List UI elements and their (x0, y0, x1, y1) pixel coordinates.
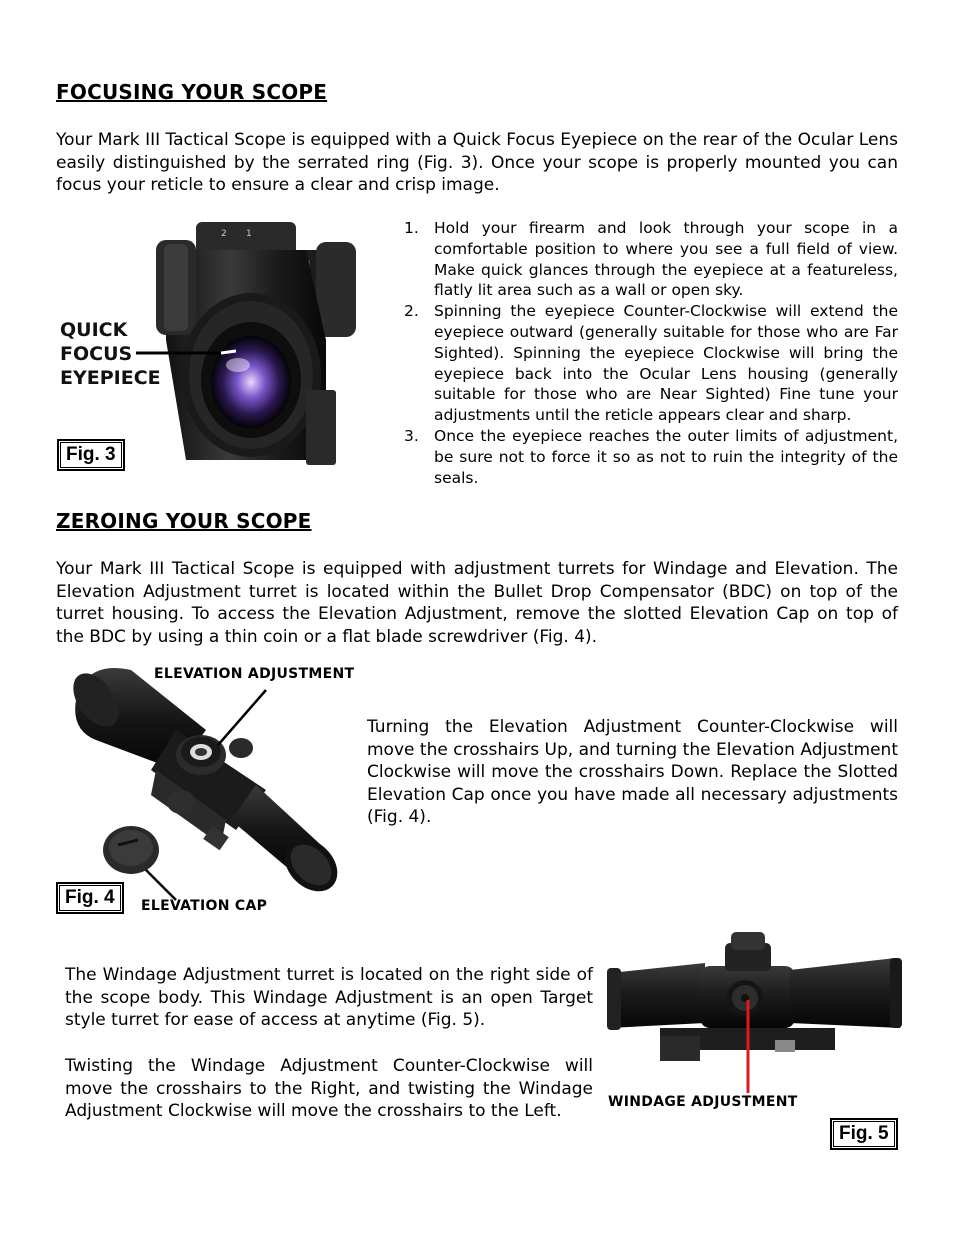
list-item-number: 3. (404, 426, 419, 445)
scope-elevation-illustration (56, 660, 356, 920)
label-line: QUICK (60, 319, 128, 341)
scope-windage-illustration (605, 928, 905, 1098)
fig-5-label: Fig. 5 (833, 1121, 895, 1147)
list-item-number: 1. (404, 219, 419, 237)
list-item-number: 2. (404, 302, 419, 321)
elevation-adjustment-callout: ELEVATION ADJUSTMENT (154, 666, 355, 682)
figure-5 (605, 928, 905, 1098)
list-item-text: Spinning the eyepiece Counter-Clockwise will extend the eyepiece outward (generally suitable for those who are Far Sighted). Spinning the eyepiece Clockwise will bring the eyepiece back into the Ocular Lens housing (generally suitable for those who are Near Sighted) Fine tune your adjustments until the reticle appears clear and sharp. (434, 302, 898, 425)
elevation-cap-callout: ELEVATION CAP (141, 898, 268, 914)
fig-4-label-box (56, 882, 124, 914)
fig-4-label: Fig. 4 (59, 885, 121, 911)
zeroing-intro-paragraph: Your Mark III Tactical Scope is equipped with adjustment turrets for Windage and Elevation. The Elevation Adjustment turret is located within the Bullet Drop Compensator (BDC) on top of the turret housing. To access the Elevation Adjustment, remove the slotted Elevation Cap on top of the BDC by using a thin coin or a flat blade screwdriver (Fig. 4). (56, 559, 898, 647)
list-item-text: Once the eyepiece reaches the outer limits of adjustment, be sure not to force it so as not to ruin the integrity of the seals. (434, 426, 898, 487)
figure-4 (56, 660, 356, 920)
label-line: FOCUS (60, 343, 133, 365)
focusing-steps-list (404, 218, 898, 488)
svg-text:2: 2 (221, 229, 227, 239)
fig-3-label-box (57, 439, 125, 471)
list-item (404, 426, 898, 488)
list-item (404, 301, 898, 426)
section-heading-zeroing: ZEROING YOUR SCOPE (56, 509, 312, 533)
list-item-text: Hold your firearm and look through your scope in a comfortable position to where you see a full field of view. Make quick glances through the eyepiece at a featureless, flatly lit area such as a wall or open sky. (434, 219, 898, 300)
focusing-intro-paragraph: Your Mark III Tactical Scope is equipped with a Quick Focus Eyepiece on the rear of the Ocular Lens easily distinguished by the serrated ring (Fig. 3). Once your scope is properly mounted you can focus your reticle to ensure a clear and crisp image. (56, 130, 898, 195)
section-heading-focusing: FOCUSING YOUR SCOPE (56, 80, 328, 104)
fig-3-label: Fig. 3 (60, 442, 122, 468)
svg-text:1: 1 (246, 229, 252, 239)
elevation-adjustment-paragraph: Turning the Elevation Adjustment Counter-Clockwise will move the crosshairs Up, and turning the Elevation Adjustment Clockwise will move the crosshairs Down. Replace the Slotted Elevation Cap once you have made all necessary adjustments (Fig. 4). (367, 717, 898, 827)
list-item (404, 218, 898, 301)
windage-paragraph-1: The Windage Adjustment turret is located on the right side of the scope body. This Windage Adjustment is an open Target style turret for ease of access at anytime (Fig. 5). (65, 965, 593, 1030)
windage-paragraph-2: Twisting the Windage Adjustment Counter-Clockwise will move the crosshairs to the Right, and twisting the Windage Adjustment Clockwise will move the crosshairs to the Left. (65, 1056, 593, 1121)
fig-5-label-box (830, 1118, 898, 1150)
label-line: EYEPIECE (60, 367, 161, 389)
quick-focus-eyepiece-label (60, 318, 161, 390)
windage-adjustment-callout: WINDAGE ADJUSTMENT (608, 1094, 798, 1110)
